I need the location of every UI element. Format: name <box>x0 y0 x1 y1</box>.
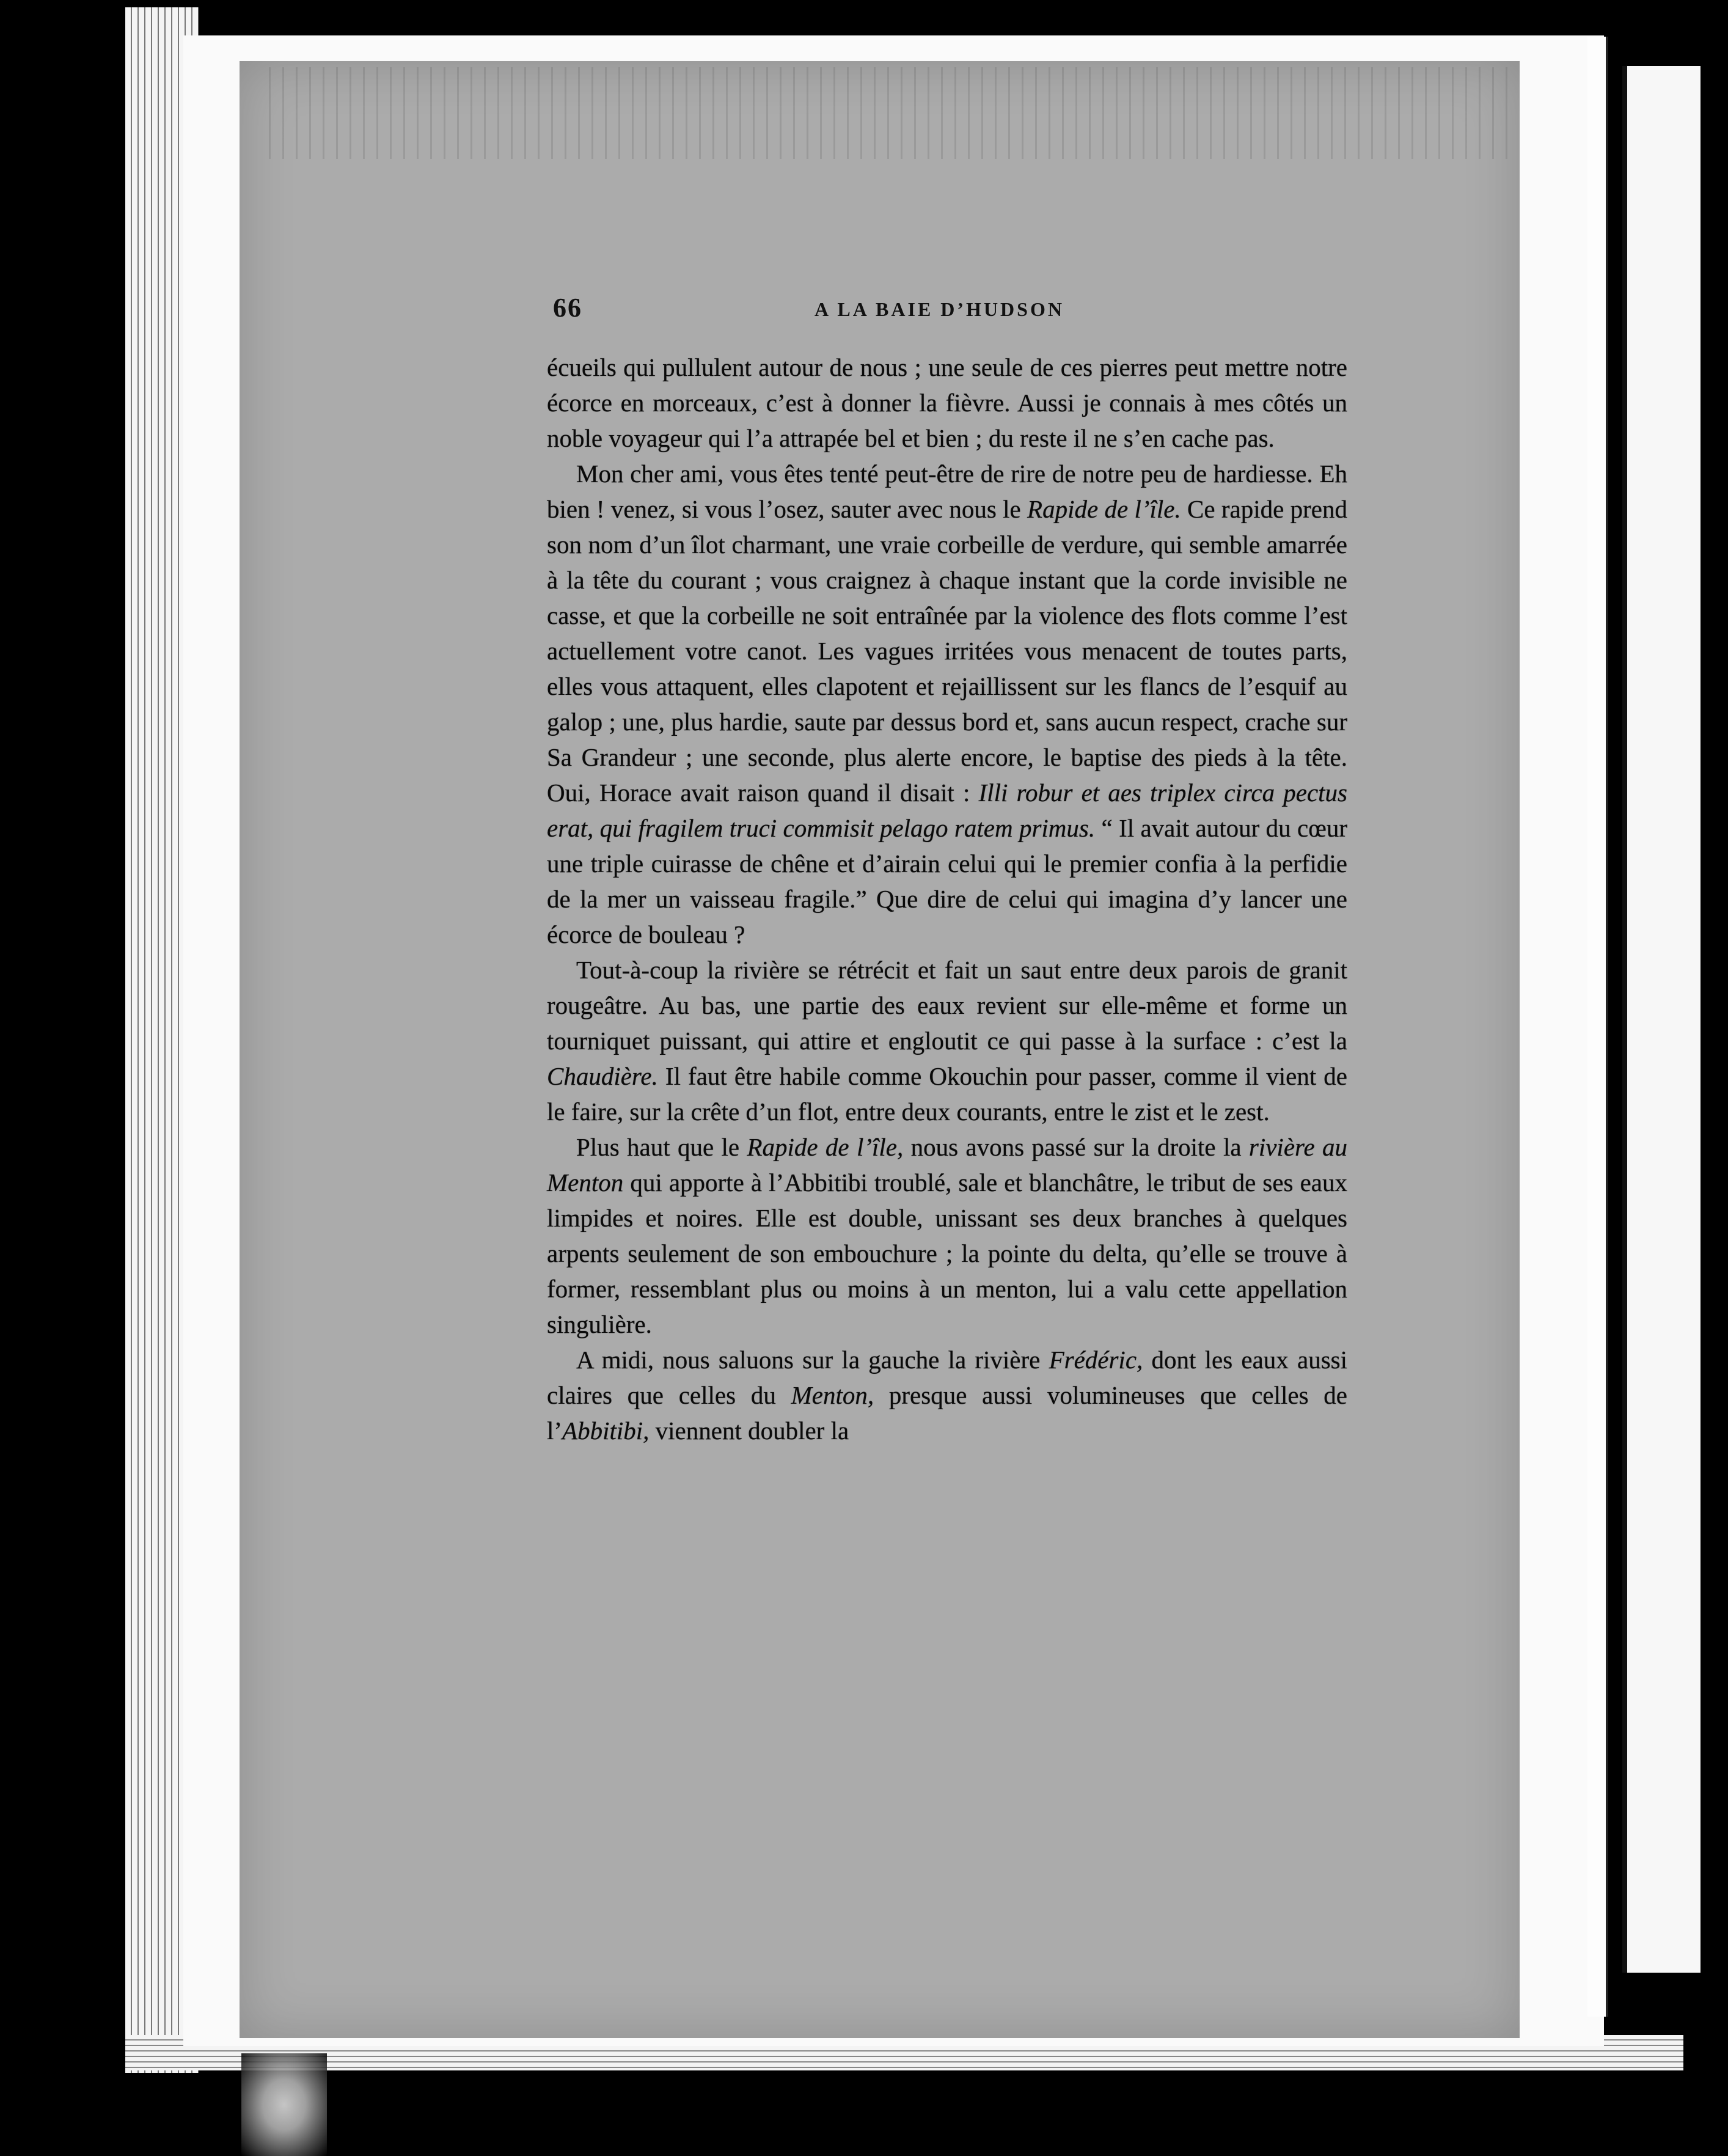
paragraph <box>547 456 1347 952</box>
italic-text: rivière au Menton <box>547 1133 1348 1197</box>
italic-text: Chaudière. <box>547 1062 658 1090</box>
italic-text: Abbitibi, <box>562 1417 650 1445</box>
italic-text: Menton, <box>791 1381 874 1409</box>
italic-text: Rapide de l’île, <box>747 1133 904 1161</box>
italic-text: Frédéric, <box>1049 1346 1143 1374</box>
text-run: A midi, nous saluons sur la gauche la rivière <box>576 1346 1049 1374</box>
text-run: Plus haut que le <box>576 1133 747 1161</box>
paragraph <box>547 1129 1347 1342</box>
italic-text: Rapide de l’île. <box>1027 495 1181 523</box>
text-run: “ Il avait autour du cœur une triple cuirasse de chêne et d’airain celui qui le premier confia à la perfidie de la mer un vaisseau fragile.” Que dire de celui qui imagina d’y lancer une écorce de bouleau ? <box>547 814 1347 948</box>
text-run: dont les eaux aussi claires que celles du <box>547 1346 1347 1409</box>
page-number: 66 <box>553 293 582 323</box>
italic-text: Illi robur et aes triplex circa pectus erat, qui fragilem truci commisit pelago ratem primus. <box>547 779 1347 842</box>
paragraph <box>547 952 1347 1129</box>
text-run: nous avons passé sur la droite la <box>903 1133 1249 1161</box>
facing-page-edge <box>1622 66 1701 1973</box>
text-run: Il faut être habile comme Okouchin pour passer, comme il vient de le faire, sur la crête d’un flot, entre deux courants, entre le zist et le zest. <box>547 1062 1347 1126</box>
body-text <box>547 350 1347 1448</box>
page-gutter-right <box>1587 37 1608 2017</box>
scan-noise <box>269 67 1515 159</box>
text-run: écueils qui pullulent autour de nous ; une seule de ces pierres peut mettre notre écorce en morceaux, c’est à donner la fièvre. Aussi je connais à mes côtés un noble voyageur qui l’a attrapée bel et bien ; du reste il ne s’en cache pas. <box>547 353 1347 452</box>
running-header <box>553 292 1347 335</box>
paragraph <box>547 350 1347 456</box>
paragraph <box>547 1342 1347 1448</box>
text-run: qui apporte à l’Abbitibi troublé, sale et blanchâtre, le tribut de ses eaux limpides et noires. Elle est double, unissant ses deux branches à quelques arpents seulement de son embouchure ; la pointe du delta, qu’elle se trouve à former, ressemblant plus ou moins à un menton, lui a valu cette appellation singulière. <box>547 1168 1347 1338</box>
text-run: viennent doubler la <box>649 1417 849 1445</box>
running-title: A LA BAIE D’HUDSON <box>815 298 1064 320</box>
text-run: Ce rapide prend son nom d’un îlot charmant, une vraie corbeille de verdure, qui semble amarrée à la tête du courant ; vous craignez à chaque instant que la corde invisible ne casse, et que la corbeille ne soit entraînée par la violence des flots comme l’est actuellement votre canot. Les vagues irritées vous menacent de toutes parts, elles vous attaquent, elles clapotent et rejaillissent sur les flancs de l’esquif au galop ; une, plus hardie, saute par dessus bord et, sans aucun respect, crache sur Sa Grandeur ; une seconde, plus alerte encore, le baptise des pieds à la tête. Oui, Horace avait raison quand il disait : <box>547 495 1347 807</box>
scan-artifact <box>241 2053 327 2156</box>
text-run: Tout-à-coup la rivière se rétrécit et fait un saut entre deux parois de granit rougeâtre. Au bas, une partie des eaux revient sur elle-même et forme un tourniquet puissant, qui attire et engloutit ce qui passe à la surface : c’est la <box>547 956 1347 1055</box>
text-run: Mon cher ami, vous êtes tenté peut-être de rire de notre peu de hardiesse. Eh bien ! venez, si vous l’osez, sauter avec nous le <box>547 460 1347 523</box>
text-run: presque aussi volumineuses que celles de l’ <box>547 1381 1347 1445</box>
